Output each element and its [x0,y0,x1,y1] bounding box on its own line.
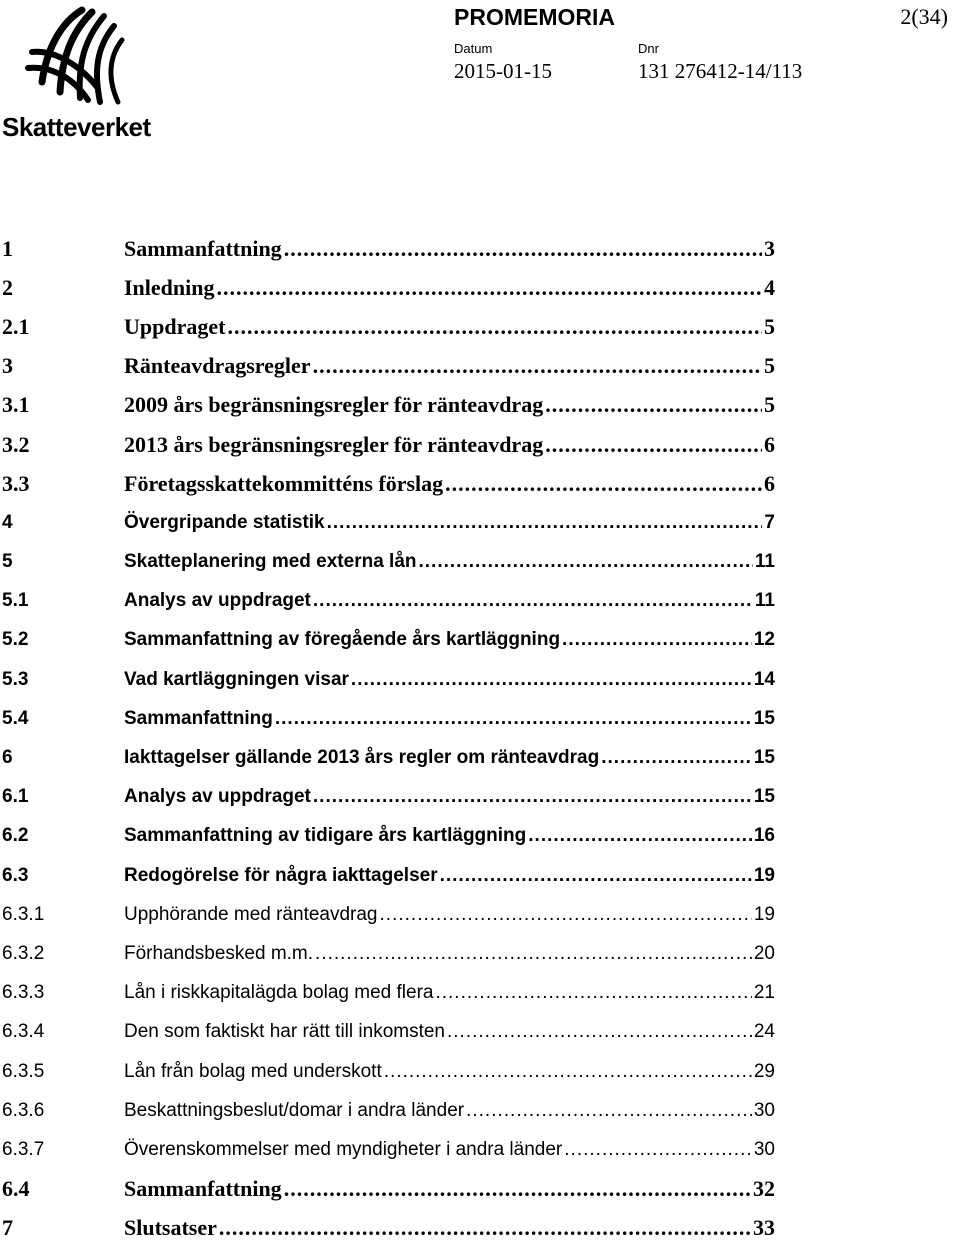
toc-entry-title: Iakttagelser gällande 2013 års regler om ränteavdrag [124,747,600,769]
toc-entry[interactable] [0,974,775,1013]
toc-entry[interactable] [0,895,775,934]
toc-leader-dots [435,982,751,1004]
toc-entry-number: 6 [2,747,13,769]
toc-entry-number: 6.3.4 [2,1021,45,1043]
toc-entry-page: 32 [753,1176,775,1202]
toc-entry[interactable] [0,1170,775,1209]
toc-entry-page: 7 [764,511,775,533]
toc-entry[interactable] [0,1091,775,1130]
toc-entry-title: Övergripande statistik [124,511,325,533]
toc-entry-number: 2 [2,274,13,300]
date-label: Datum [454,41,493,56]
toc-entry-title: Lån i riskkapitalägda bolag med flera [124,982,434,1004]
toc-entry[interactable] [0,582,775,621]
toc-entry-number: 6.3.5 [2,1060,45,1082]
toc-entry-title: Redogörelse för några iakttagelser [124,864,438,886]
toc-entry[interactable] [0,699,775,738]
toc-leader-dots [445,471,762,497]
toc-entry-page: 21 [753,982,775,1004]
toc-entry-number: 5.2 [2,629,29,651]
toc-entry-page: 24 [753,1021,775,1043]
toc-entry[interactable] [0,347,775,386]
toc-entry-page: 14 [753,668,775,690]
toc-entry[interactable] [0,660,775,699]
toc-entry-number: 5.1 [2,590,29,612]
toc-entry-number: 6.3.2 [2,942,45,964]
toc-entry-number: 6.3.1 [2,903,45,925]
toc-entry-page: 19 [753,864,775,886]
date-value: 2015-01-15 [454,59,552,83]
toc-entry-number: 5.4 [2,707,29,729]
toc-entry-number: 3.3 [2,470,30,496]
toc-entry[interactable] [0,621,775,660]
toc-entry-page: 6 [764,431,775,457]
toc-entry-number: 6.3.7 [2,1138,45,1160]
toc-entry[interactable] [0,856,775,895]
skatteverket-logo [0,0,160,150]
toc-entry-number: 6.3.3 [2,982,45,1004]
toc-leader-dots [601,747,752,769]
toc-entry-title: Sammanfattning [124,707,273,729]
toc-entry-title: Ränteavdragsregler [124,353,311,379]
toc-leader-dots [419,551,753,573]
toc-entry-title: Upphörande med ränteavdrag [124,903,378,925]
toc-entry-title: Sammanfattning [124,235,282,261]
document-title: PROMEMORIA [454,4,615,30]
toc-leader-dots [384,1061,752,1083]
toc-entry-number: 4 [2,511,13,533]
toc-entry[interactable] [0,307,775,346]
toc-entry-number: 6.3 [2,864,29,886]
toc-leader-dots [275,708,752,730]
toc-entry[interactable] [0,386,775,425]
toc-entry[interactable] [0,543,775,582]
toc-entry-title: Den som faktiskt har rätt till inkomsten [124,1021,445,1043]
toc-entry-title: Lån från bolag med underskott [124,1060,382,1082]
toc-entry-page: 5 [764,313,775,339]
toc-entry[interactable] [0,268,775,307]
toc-entry-page: 30 [753,1099,775,1121]
toc-entry-title: Överenskommelser med myndigheter i andra länder [124,1138,563,1160]
toc-entry-number: 6.3.6 [2,1099,45,1121]
toc-entry-number: 7 [2,1215,13,1241]
toc-leader-dots [545,432,762,458]
toc-entry-number: 3 [2,353,13,379]
toc-leader-dots [440,865,752,887]
toc-entry-title: Inledning [124,274,215,300]
toc-entry-page: 15 [753,747,775,769]
toc-entry-page: 5 [764,392,775,418]
toc-entry[interactable] [0,817,775,856]
toc-leader-dots [227,314,762,340]
toc-entry[interactable] [0,464,775,503]
toc-leader-dots [447,1021,752,1043]
toc-entry[interactable] [0,1052,775,1091]
toc-entry-page: 33 [753,1215,775,1241]
toc-entry-page: 4 [764,274,775,300]
toc-entry-title: Uppdraget [124,313,226,339]
toc-entry[interactable] [0,503,775,542]
toc-entry-page: 15 [753,786,775,808]
toc-entry-title: Förhandsbesked m.m. [124,942,314,964]
logo-text: Skatteverket [2,112,151,142]
toc-entry[interactable] [0,229,775,268]
toc-entry-page: 11 [754,590,775,612]
toc-entry-title: Sammanfattning av tidigare års kartläggning [124,825,527,847]
toc-leader-dots [284,236,762,262]
toc-leader-dots [284,1176,751,1202]
toc-entry[interactable] [0,1130,775,1169]
toc-leader-dots [564,1139,752,1161]
toc-entry-title: Analys av uppdraget [124,786,311,808]
toc-entry-title: Skatteplanering med externa lån [124,551,417,573]
toc-entry-title: Analys av uppdraget [124,590,311,612]
toc-entry-title: Sammanfattning [124,1176,282,1202]
toc-entry[interactable] [0,778,775,817]
toc-entry[interactable] [0,738,775,777]
toc-leader-dots [380,904,752,926]
toc-entry-page: 19 [753,903,775,925]
toc-leader-dots [466,1100,752,1122]
toc-entry[interactable] [0,425,775,464]
page-number: 2(34) [900,4,948,29]
toc-leader-dots [217,275,763,301]
toc-leader-dots [528,825,752,847]
toc-leader-dots [562,629,752,651]
toc-entry-page: 3 [764,235,775,261]
toc-entry-page: 29 [753,1060,775,1082]
toc-entry-number: 6.1 [2,786,29,808]
toc-leader-dots [313,590,753,612]
toc-entry-number: 6.4 [2,1176,30,1202]
toc-entry[interactable] [0,934,775,973]
toc-entry-title: 2009 års begränsningsregler för ränteavdrag [124,392,544,418]
toc-entry-number: 3.1 [2,392,30,418]
toc-entry-page: 5 [764,353,775,379]
toc-entry-page: 11 [754,551,775,573]
toc-entry-number: 3.2 [2,431,30,457]
toc-entry-number: 6.2 [2,825,29,847]
toc-entry-page: 16 [753,825,775,847]
dnr-label: Dnr [638,41,659,56]
toc-entry-page: 12 [753,629,775,651]
toc-entry-number: 2.1 [2,313,30,339]
toc-entry-page: 30 [753,1138,775,1160]
dnr-value: 131 276412-14/113 [638,59,803,83]
toc-leader-dots [351,669,752,691]
toc-leader-dots [313,353,762,379]
toc-entry-number: 5 [2,551,13,573]
toc-leader-dots [219,1215,751,1241]
skatteverket-swirl-icon [22,2,132,112]
toc-entry-number: 5.3 [2,668,29,690]
toc-entry-page: 6 [764,470,775,496]
table-of-contents [0,229,775,1248]
toc-entry[interactable] [0,1013,775,1052]
toc-entry-title: Företagsskattekommitténs förslag [124,470,444,496]
toc-entry-number: 1 [2,235,13,261]
toc-entry-title: Vad kartläggningen visar [124,668,349,690]
toc-entry-title: 2013 års begränsningsregler för ränteavdrag [124,431,544,457]
toc-entry[interactable] [0,1209,775,1248]
toc-leader-dots [313,786,752,808]
toc-entry-page: 20 [753,942,775,964]
toc-entry-title: Beskattningsbeslut/domar i andra länder [124,1099,465,1121]
toc-entry-title: Sammanfattning av föregående års kartläggning [124,629,561,651]
toc-leader-dots [545,392,762,418]
toc-entry-page: 15 [753,707,775,729]
toc-entry-title: Slutsatser [124,1215,217,1241]
toc-leader-dots [315,943,752,965]
toc-leader-dots [327,512,763,534]
